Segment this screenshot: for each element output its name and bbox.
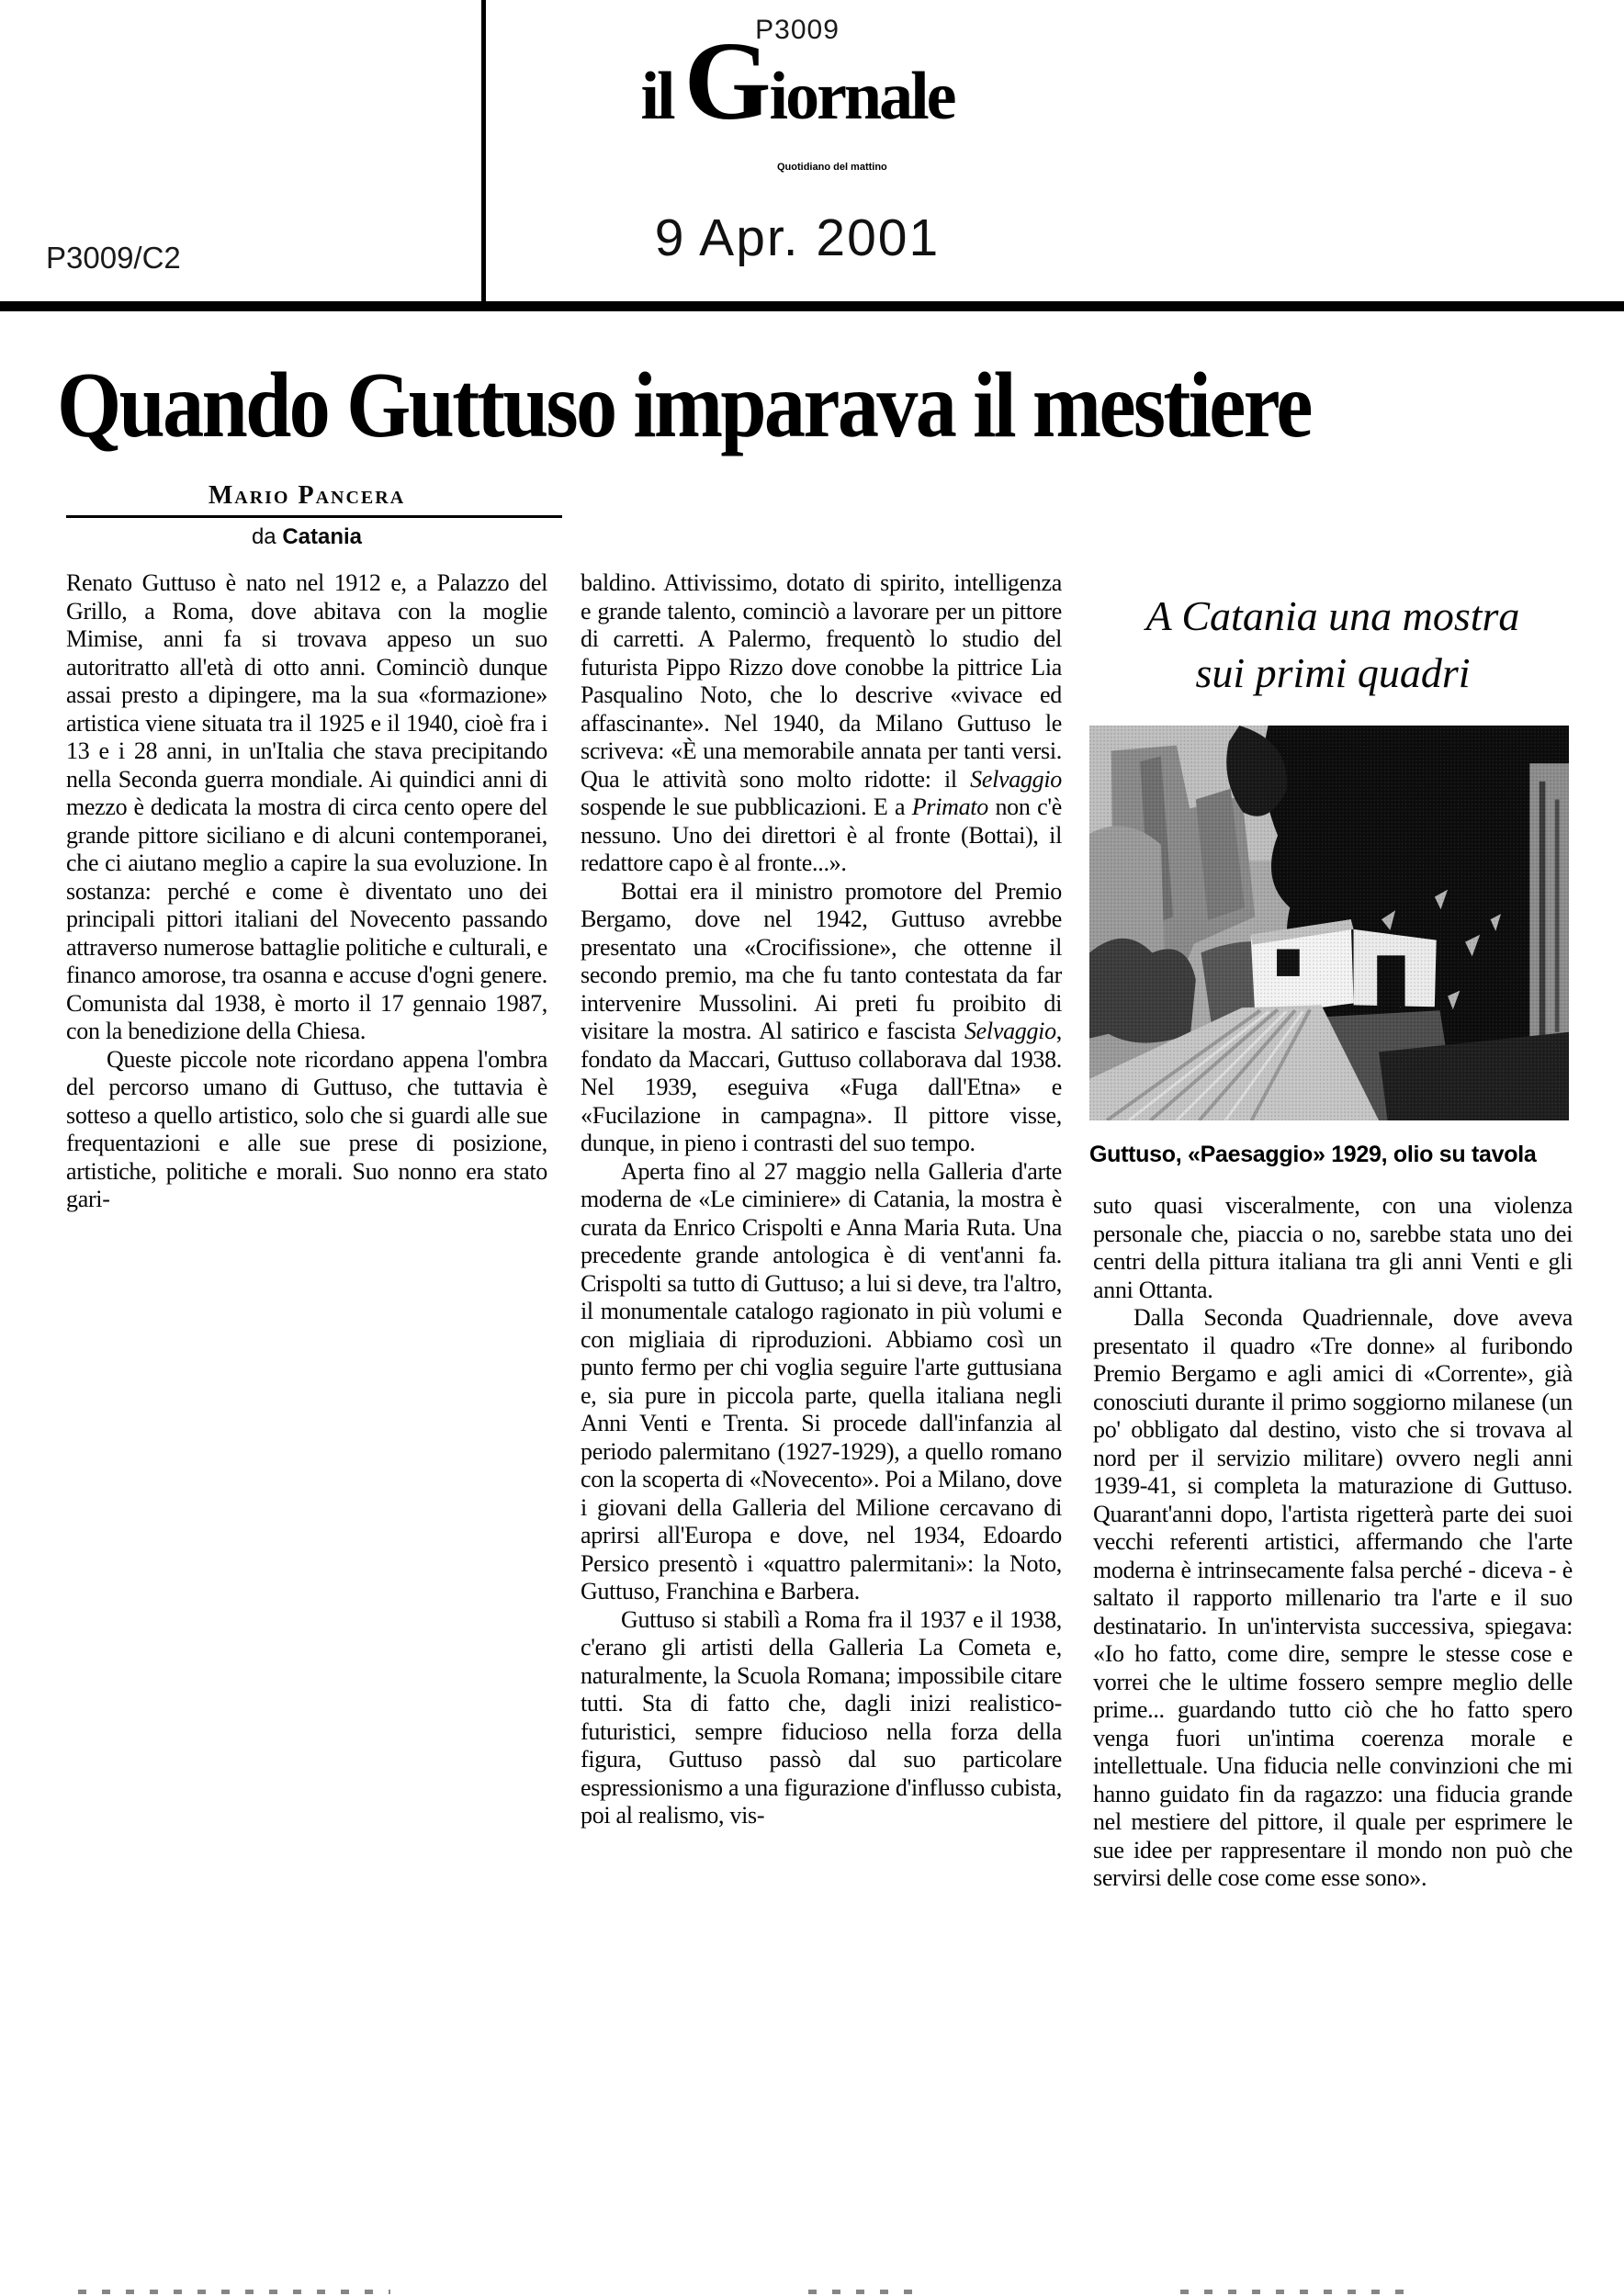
body-paragraph: suto quasi visceralmente, con una violenza personale che, piaccia o no, sarebbe stata uno dei centri della pittura italiana tra gli anni Venti e gli anni Ottanta. — [1093, 1192, 1573, 1303]
byline-author: Mario Pancera — [208, 481, 406, 510]
body-column-1 — [66, 569, 547, 1214]
body-paragraph: Bottai era il ministro promotore del Premio Bergamo, dove nel 1942, Guttuso avrebbe presentato una «Crocifissione», che ottenne il secondo premio, ma che fu tanto contestata da far intervenire Mussolini. Ai preti fu proibito di visitare la mostra. Al satirico e fascista Selvaggio, fondato da Maccari, Guttuso collaborava dal 1938. Nel 1939, eseguiva «Fuga dall'Etna» e «Fucilazione in campagna». Il pittore visse, dunque, in pieno i contrasti del suo tempo. — [581, 877, 1062, 1156]
header-rule — [0, 301, 1624, 311]
byline-block — [66, 481, 547, 550]
paesaggio-photo-art — [1089, 726, 1569, 1120]
body-paragraph: Dalla Seconda Quadriennale, dove aveva presentato il quadro «Tre donne» al furibondo Premio Bergamo e agli amici di «Corrente», già conosciuti durante il primo soggiorno milanese (un po' obbligato dal destino, visto che si trovava al nord per il servizio militare) ovvero negli anni 1939-41, si completa la maturazione di Guttuso. Quarant'anni dopo, l'artista rigetterà parte dei suoi vecchi referenti artistici, affermando che l'arte moderna è intrinsecamente falsa perché - diceva - è saltato il rapporto millenario tra l'arte e il suo destinatario. In un'intervista successiva, spiegava: «Io ho fatto, come dire, sempre le stesse cose e vorrei che le ultime fossero sempre meglio delle prime... guardando tutto ciò che ho fatto spero venga fuori un'intima coerenza morale e intellettuale. Una fiducia nelle convinzioni che mi hanno guidato fin da ragazzo: una fiducia grande nel mestiere del pittore, il quale per esprimere le sue idee per rappresentare il mondo non può che servirsi delle cose come esse sono». — [1093, 1304, 1573, 1891]
cropped-text-fragment — [78, 2290, 390, 2294]
body-paragraph: Queste piccole note ricordano appena l'ombra del percorso umano di Guttuso, che tuttavia è sotteso a quello artistico, solo che si guardi alle sue frequentazioni e alle sue prese di posizione, artistiche, politiche e morali. Suo nonno era stato gari- — [66, 1045, 547, 1212]
dateline-prefix: da — [251, 524, 276, 549]
article-headline: Quando Guttuso imparava il mestiere — [57, 354, 1311, 457]
body-column-3 — [1093, 1192, 1573, 1893]
byline-rule — [66, 515, 562, 518]
cropped-text-fragment — [1180, 2290, 1419, 2294]
issue-date: 9 Apr. 2001 — [654, 208, 941, 267]
body-column-2 — [581, 569, 1062, 1830]
masthead-il: il — [640, 59, 673, 134]
archive-code-left: P3009/C2 — [46, 241, 181, 275]
archive-code-top: P3009 — [755, 15, 840, 45]
paesaggio-photo — [1089, 726, 1569, 1120]
body-paragraph: Guttuso si stabilì a Roma fra il 1937 e il 1938, c'erano gli artisti della Galleria La Cometa e, naturalmente, la Scuola Romana; impossibile citare tutti. Sta di fatto che, dagli inizi realistico-futuristici, sempre fiducioso nella forza della figura, Guttuso passò dal suo particolare espressionismo a una figurazione d'influsso cubista, poi al realismo, vis- — [581, 1605, 1062, 1829]
sidebar-title-line2: sui primi quadri — [1195, 649, 1471, 696]
photo-caption: Guttuso, «Paesaggio» 1929, olio su tavola — [1089, 1142, 1537, 1167]
masthead-g: G — [683, 19, 770, 143]
sidebar-title — [1080, 588, 1585, 702]
sidebar-title-line1: A Catania una mostra — [1145, 592, 1520, 639]
body-paragraph: baldino. Attivissimo, dotato di spirito, intelligenza e grande talento, cominciò a lavorare per un pittore di carretti. A Palermo, frequentò lo studio del futurista Pippo Rizzo dove conobbe la pittrice Lia Pasqualino Noto, che lo descrive «vivace ed affascinante». Nel 1940, da Milano Guttuso le scriveva: «È una memorabile annata per tanti versi. Qua le attività sono molto ridotte: il Selvaggio sospende le sue pubblicazioni. E a Primato non c'è nessuno. Uno dei direttori è al fronte (Bottai), il redattore capo è al fronte...». — [581, 569, 1062, 876]
dateline-place: Catania — [282, 524, 363, 549]
masthead-tagline: Quotidiano del mattino — [777, 162, 887, 173]
body-paragraph: Aperta fino al 27 maggio nella Galleria d'arte moderna de «Le ciminiere» di Catania, la mostra è curata da Enrico Crispolti e Anna Maria Ruta. Una precedente grande antologica è di vent'anni fa. Crispolti sa tutto di Guttuso; a lui si deve, tra l'altro, il monumentale catalogo ragionato in più volumi e con migliaia di riproduzioni. Abbiamo così un punto fermo per chi voglia seguire l'arte guttusiana e, sia pure in piccola parte, quella italiana negli Anni Venti e Trenta. Si procede dall'infanzia al periodo palermitano (1927-1929), a quello romano con la scoperta di «Novecento». Poi a Milano, dove i giovani della Galleria del Milione cercavano di aprirsi all'Europa e dove, nel 1934, Edoardo Persico presentò i «quattro palermitani»: la Noto, Guttuso, Franchina e Barbera. — [581, 1157, 1062, 1604]
body-paragraph: Renato Guttuso è nato nel 1912 e, a Palazzo del Grillo, a Roma, dove abitava con la moglie Mimise, anni fa si trovava appeso un suo autoritratto all'età di otto anni. Cominciò dunque assai presto a dipingere, ma la sua «formazione» artistica viene situata tra il 1925 e il 1940, cioè fra i 13 e i 28 anni, in un'Italia che stava precipitando nella Seconda guerra mondiale. Ai quindici anni di mezzo è dedicata la mostra di circa cento opere del grande pittore siciliano e di alcuni contemporanei, che ci aiutano meglio a capire la sua evoluzione. In sostanza: perché e come è diventato uno dei principali pittori italiani del Novecento passando attraverso numerose battaglie politiche e culturali, e financo amorose, tra osanna e accuse d'ogni genere. Comunista dal 1938, è morto il 17 gennaio 1987, con la benedizione della Chiesa. — [66, 569, 547, 1044]
cropped-text-fragment — [808, 2290, 919, 2294]
dateline — [66, 524, 547, 550]
masthead-rest: iornale — [769, 59, 954, 134]
header-vertical-divider — [481, 0, 486, 303]
